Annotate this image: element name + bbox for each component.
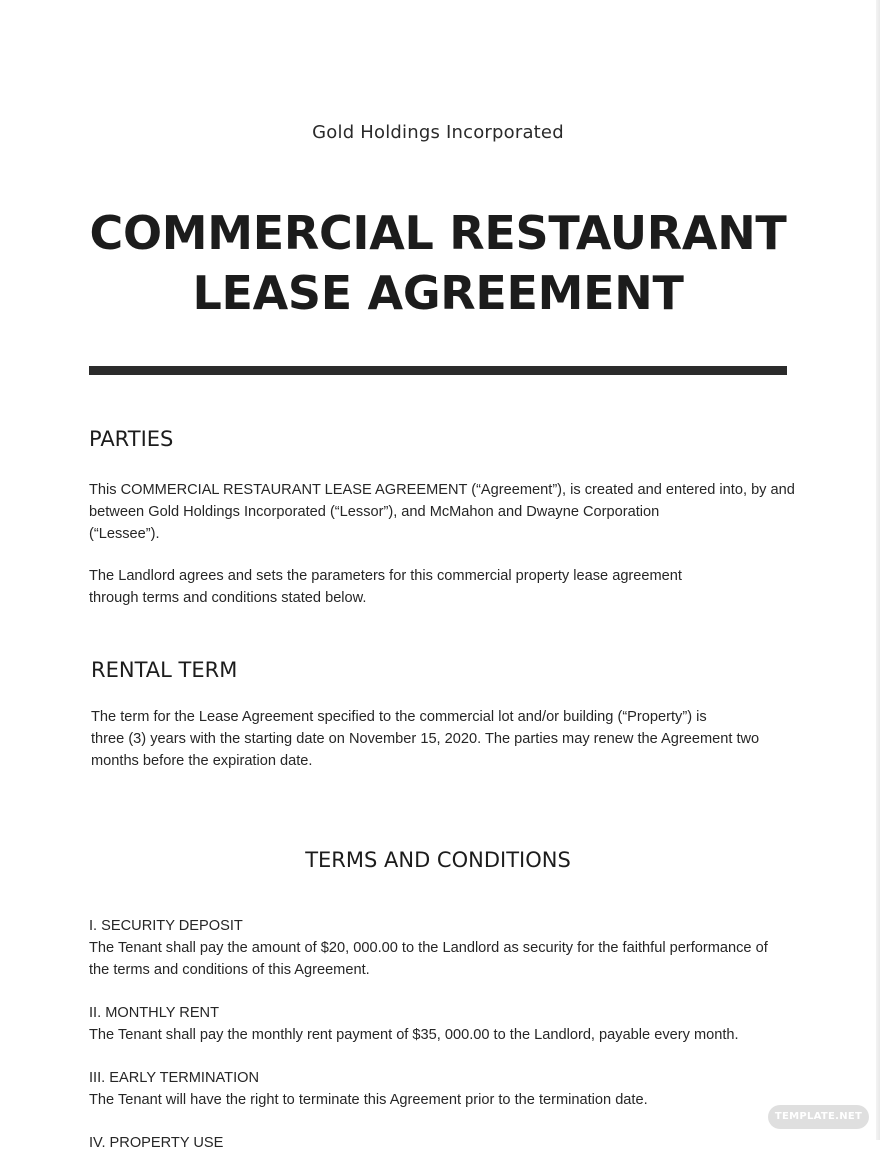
- terms-heading: TERMS AND CONDITIONS: [305, 848, 571, 872]
- title-divider: [89, 366, 787, 375]
- section-title: II. MONTHLY RENT: [89, 1005, 220, 1021]
- text-line: The Landlord agrees and sets the parameters for this commercial property lease agreement: [89, 568, 682, 584]
- property-use-section: [89, 1133, 223, 1155]
- text-line: The term for the Lease Agreement specified to the commercial lot and/or building (“Property”) is: [91, 709, 707, 725]
- title-line-2: LEASE AGREEMENT: [192, 266, 684, 320]
- monthly-rent-section: [89, 1003, 739, 1047]
- text-line: months before the expiration date.: [91, 752, 313, 769]
- text-line: (“Lessee”).: [89, 525, 160, 542]
- company-name: Gold Holdings Incorporated: [312, 122, 564, 143]
- early-termination-section: [89, 1068, 648, 1112]
- title-line-1: COMMERCIAL RESTAURANT: [89, 206, 787, 260]
- text-line: The Tenant shall pay the amount of $20, 000.00 to the Landlord as security for the faithful performance of: [89, 939, 768, 956]
- text-line: through terms and conditions stated below.: [89, 589, 367, 606]
- section-title: III. EARLY TERMINATION: [89, 1070, 260, 1086]
- security-deposit-section: [89, 916, 768, 981]
- text-line: The Tenant will have the right to terminate this Agreement prior to the termination date.: [89, 1091, 648, 1108]
- parties-paragraph-2: [89, 566, 682, 610]
- text-line: three (3) years with the starting date on November 15, 2020. The parties may renew the Agreement two: [91, 730, 760, 747]
- rental-term-paragraph: [91, 707, 759, 772]
- page-edge: [876, 0, 880, 1140]
- text-line: The Tenant shall pay the monthly rent payment of $35, 000.00 to the Landlord, payable every month.: [89, 1026, 739, 1043]
- parties-heading: PARTIES: [89, 427, 174, 451]
- document-title: [0, 203, 876, 323]
- section-title: IV. PROPERTY USE: [89, 1135, 224, 1151]
- template-net-watermark: TEMPLATE.NET: [768, 1105, 869, 1129]
- rental-term-heading: RENTAL TERM: [91, 658, 238, 682]
- parties-paragraph-1: [89, 480, 795, 545]
- text-line: the terms and conditions of this Agreement.: [89, 961, 370, 978]
- section-title: I. SECURITY DEPOSIT: [89, 918, 243, 934]
- text-line: This COMMERCIAL RESTAURANT LEASE AGREEMENT (“Agreement”), is created and entered into, by and: [89, 482, 795, 498]
- text-line: between Gold Holdings Incorporated (“Lessor”), and McMahon and Dwayne Corporation: [89, 503, 660, 520]
